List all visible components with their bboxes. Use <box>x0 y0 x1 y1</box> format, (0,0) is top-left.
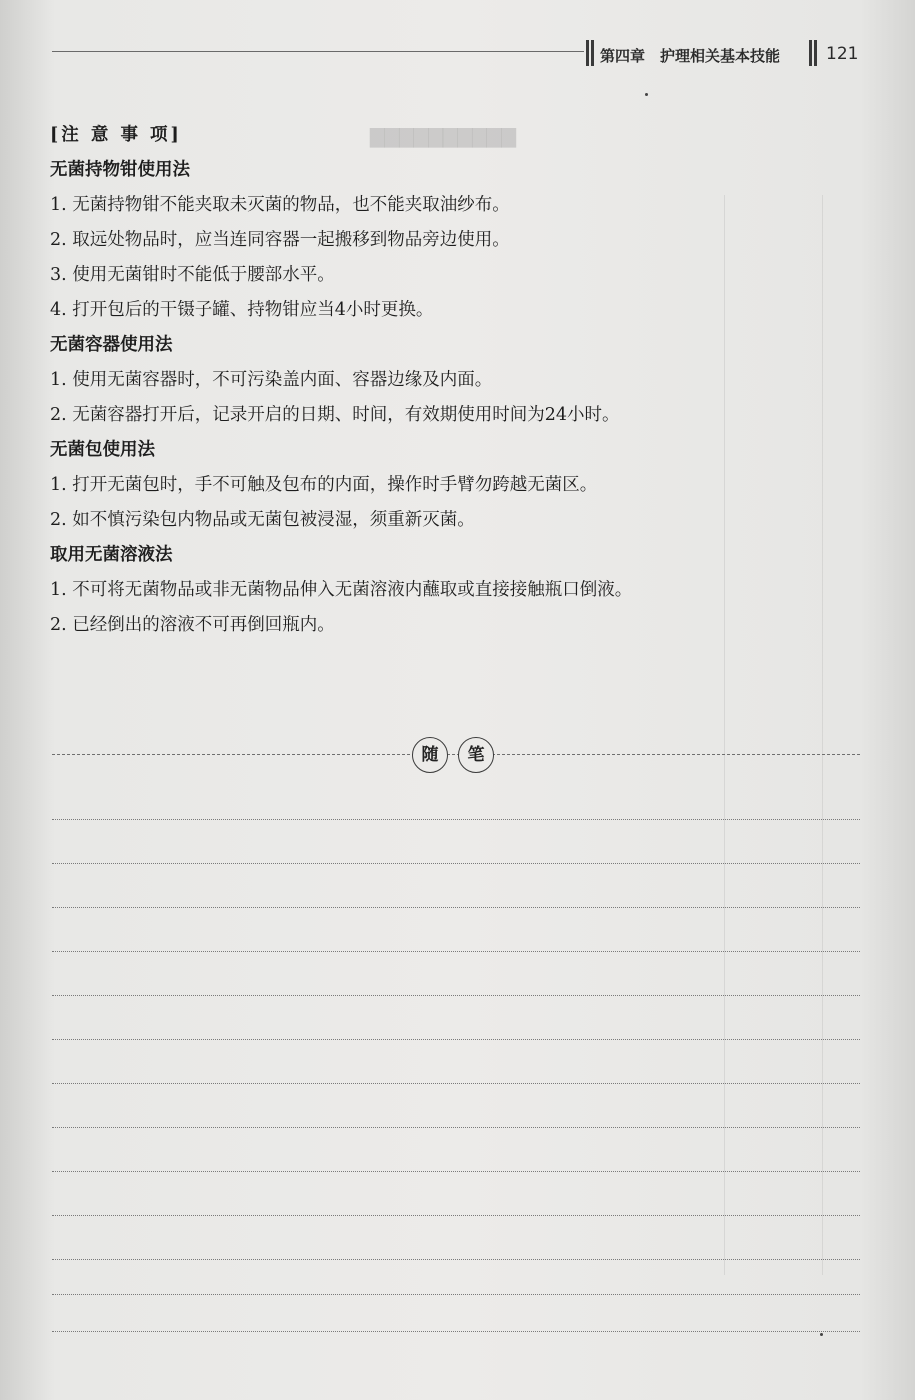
subheading: 取用无菌溶液法 <box>50 545 173 565</box>
header-divider <box>814 40 817 66</box>
notes-badge-char: 笔 <box>458 737 494 773</box>
notes-line <box>52 1331 860 1332</box>
notes-line <box>52 1259 860 1260</box>
notes-line <box>52 951 860 952</box>
subheading: 无菌容器使用法 <box>50 335 173 355</box>
list-item: 2. 取远处物品时，应当连同容器一起搬移到物品旁边使用。 <box>50 230 510 250</box>
print-speck <box>645 93 648 96</box>
list-item: 2. 无菌容器打开后，记录开启的日期、时间，有效期使用时间为24小时。 <box>50 405 620 425</box>
chapter-title: 第四章 护理相关基本技能 <box>600 47 781 65</box>
list-item: 1. 无菌持物钳不能夹取未灭菌的物品，也不能夹取油纱布。 <box>50 195 510 215</box>
notes-line <box>52 863 860 864</box>
notes-badge-char: 随 <box>412 737 448 773</box>
list-item: 1. 不可将无菌物品或非无菌物品伸入无菌溶液内蘸取或直接接触瓶口倒液。 <box>50 580 633 600</box>
header-divider <box>591 40 594 66</box>
page-content <box>50 118 890 643</box>
list-item: 1. 使用无菌容器时，不可污染盖内面、容器边缘及内面。 <box>50 370 493 390</box>
notes-line <box>52 1294 860 1295</box>
list-item: 3. 使用无菌钳时不能低于腰部水平。 <box>50 265 335 285</box>
list-item: 1. 打开无菌包时，手不可触及包布的内面，操作时手臂勿跨越无菌区。 <box>50 475 598 495</box>
list-item: 2. 已经倒出的溶液不可再倒回瓶内。 <box>50 615 335 635</box>
section-label: [注 意 事 项] <box>50 125 182 145</box>
header-divider <box>809 40 812 66</box>
notes-line <box>52 1171 860 1172</box>
notes-line <box>52 819 860 820</box>
subheading: 无菌包使用法 <box>50 440 155 460</box>
list-item: 4. 打开包后的干镊子罐、持物钳应当4小时更换。 <box>50 300 434 320</box>
list-item: 2. 如不慎污染包内物品或无菌包被浸湿，须重新灭菌。 <box>50 510 475 530</box>
notes-line <box>52 1127 860 1128</box>
notes-line <box>52 1215 860 1216</box>
notes-divider <box>52 754 860 755</box>
notes-line <box>52 995 860 996</box>
page-number: 121 <box>826 44 859 64</box>
show-through-text: ▇▇▇▇▇▇▇▇▇▇ <box>370 126 517 148</box>
subheading: 无菌持物钳使用法 <box>50 160 190 180</box>
notes-line <box>52 1039 860 1040</box>
notes-line <box>52 1083 860 1084</box>
notes-line <box>52 907 860 908</box>
header-rule <box>52 51 584 52</box>
header-divider <box>586 40 589 66</box>
print-speck <box>820 1333 823 1336</box>
